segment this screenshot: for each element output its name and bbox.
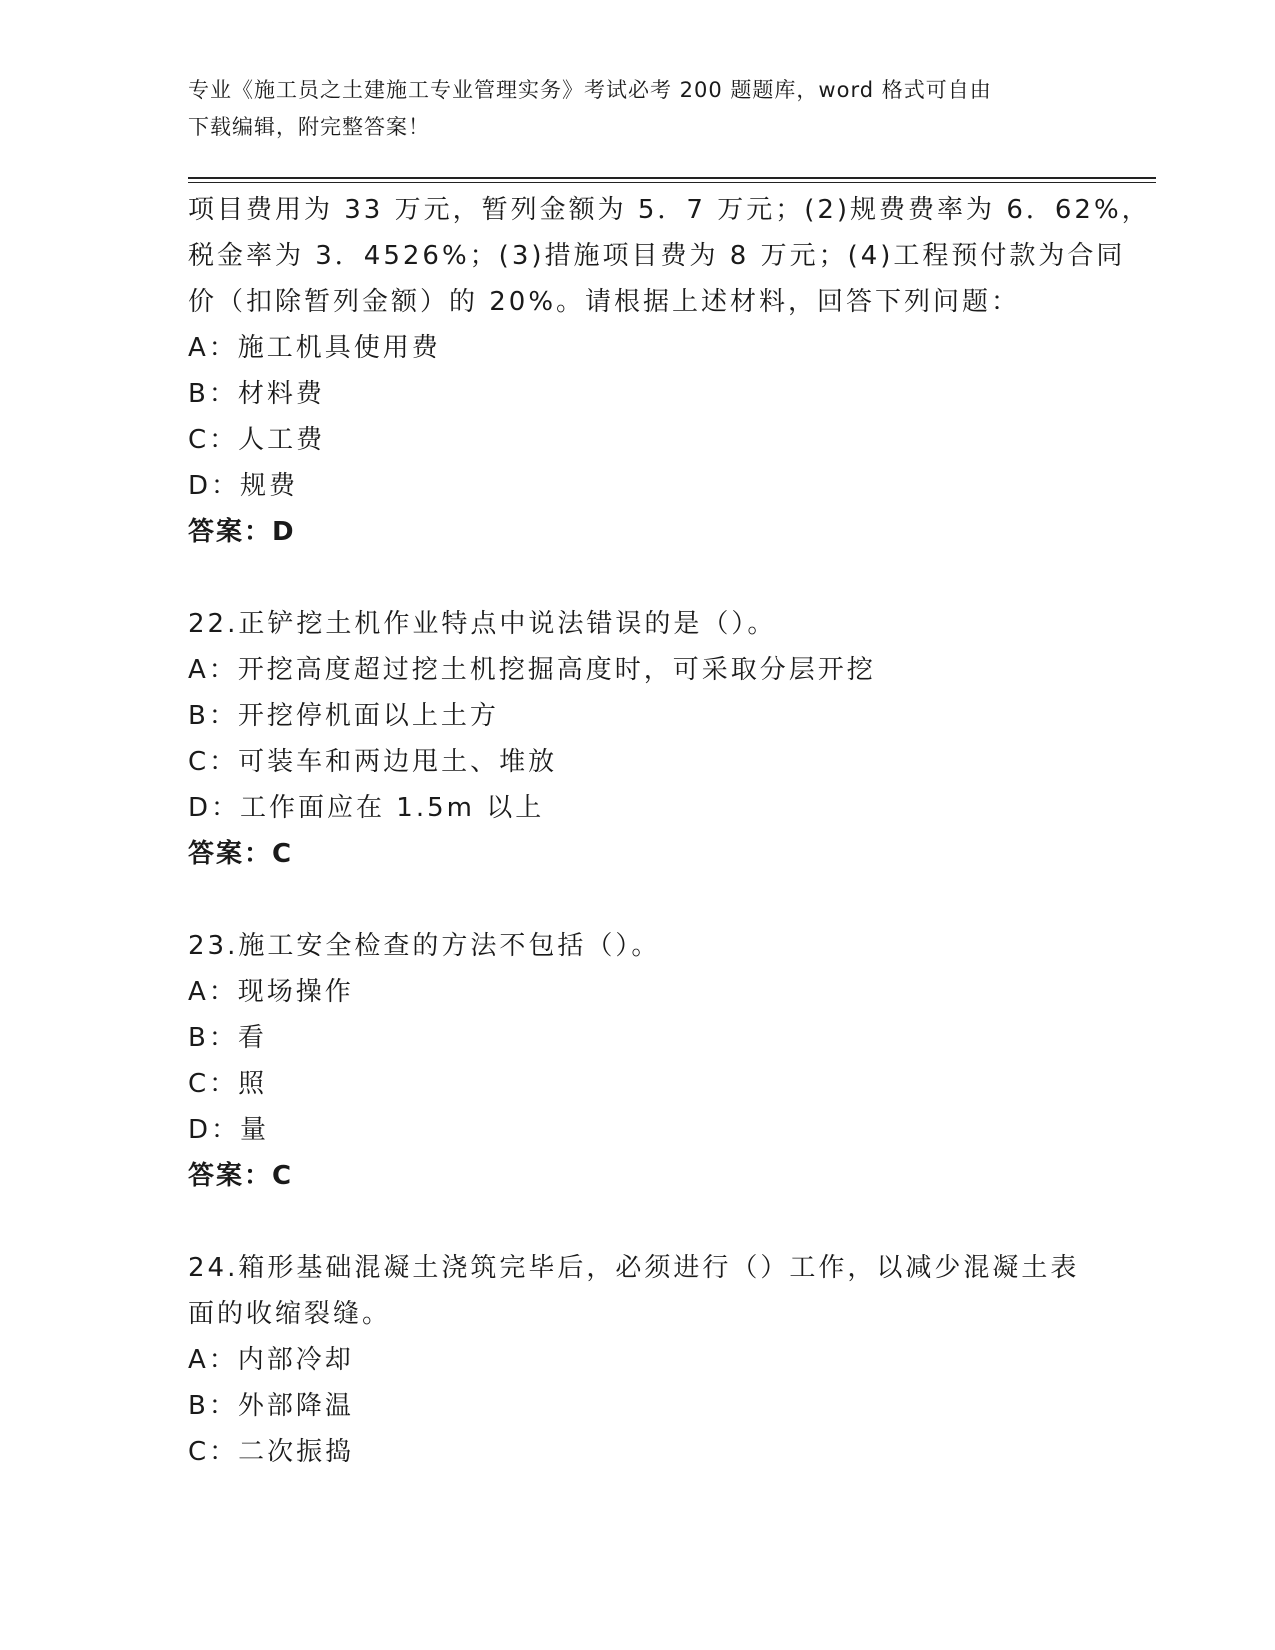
answer: 答案：C bbox=[188, 1161, 294, 1191]
question-stem-line: 24.箱形基础混凝土浇筑完毕后，必须进行（）工作，以减少混凝土表 bbox=[188, 1253, 1080, 1283]
question-24 bbox=[188, 1245, 1088, 1475]
option-a: A：现场操作 bbox=[188, 977, 354, 1007]
option-a: A：开挖高度超过挖土机挖掘高度时，可采取分层开挖 bbox=[188, 655, 876, 685]
question-stem-line: 价（扣除暂列金额）的 20%。请根据上述材料，回答下列问题： bbox=[188, 287, 1021, 317]
spacer bbox=[188, 555, 1088, 601]
header-divider bbox=[188, 177, 1156, 183]
question-stem-line: 项目费用为 33 万元，暂列金额为 5．7 万元；(2)规费费率为 6．62%， bbox=[188, 195, 1151, 225]
header-line-2: 下载编辑，附完整答案！ bbox=[188, 115, 430, 139]
question-stem-line: 面的收缩裂缝。 bbox=[188, 1299, 392, 1329]
option-a: A：内部冷却 bbox=[188, 1345, 354, 1375]
question-list bbox=[188, 187, 1151, 1475]
option-c: C：二次振捣 bbox=[188, 1437, 355, 1467]
question-stem-line: 23.施工安全检查的方法不包括（）。 bbox=[188, 931, 661, 961]
answer: 答案：C bbox=[188, 839, 294, 869]
question-22 bbox=[188, 601, 1088, 877]
option-b: B：外部降温 bbox=[188, 1391, 354, 1421]
question-stem-line: 22.正铲挖土机作业特点中说法错误的是（）。 bbox=[188, 609, 777, 639]
page-header bbox=[188, 72, 1088, 146]
option-b: B：材料费 bbox=[188, 379, 325, 409]
answer: 答案：D bbox=[188, 517, 296, 547]
spacer bbox=[188, 877, 1088, 923]
option-c: C：照 bbox=[188, 1069, 268, 1099]
option-d: D：量 bbox=[188, 1115, 270, 1145]
option-b: B：看 bbox=[188, 1023, 267, 1053]
question-21 bbox=[188, 187, 1151, 555]
question-23 bbox=[188, 923, 1088, 1199]
option-c: C：人工费 bbox=[188, 425, 326, 455]
option-b: B：开挖停机面以上土方 bbox=[188, 701, 499, 731]
question-stem-line: 税金率为 3．4526%；(3)措施项目费为 8 万元；(4)工程预付款为合同 bbox=[188, 241, 1126, 271]
option-d: D：规费 bbox=[188, 471, 299, 501]
option-a: A：施工机具使用费 bbox=[188, 333, 441, 363]
option-c: C：可装车和两边甩土、堆放 bbox=[188, 747, 558, 777]
option-d: D：工作面应在 1.5m 以上 bbox=[188, 793, 545, 823]
spacer bbox=[188, 1199, 1088, 1245]
header-line-1: 专业《施工员之土建施工专业管理实务》考试必考 200 题题库，word 格式可自由 bbox=[188, 78, 992, 102]
